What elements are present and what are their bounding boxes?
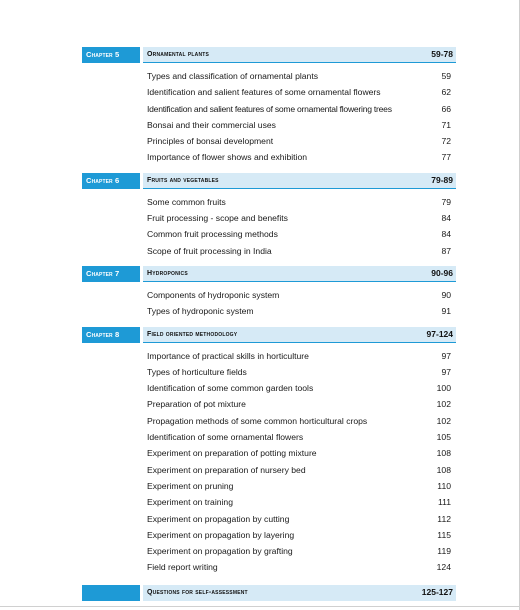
- self-assessment-label-block: [82, 585, 140, 601]
- entry-page: 91: [441, 306, 451, 317]
- entry-page: 77: [441, 152, 451, 163]
- entry-page: 90: [441, 289, 451, 300]
- entry-page: 112: [437, 513, 451, 524]
- chapter-6: [82, 173, 456, 259]
- entry-title: Bonsai and their commercial uses: [147, 119, 276, 130]
- entry-title: Experiment on training: [147, 497, 233, 508]
- entry-title: Experiment on preparation of nursery bed: [147, 464, 306, 475]
- entry-title: Fruit processing - scope and benefits: [147, 213, 288, 224]
- self-assessment-title-bar: [143, 585, 456, 601]
- toc-entry[interactable]: [82, 84, 456, 100]
- entry-title: Components of hydroponic system: [147, 289, 280, 300]
- entry-title: Scope of fruit processing in India: [147, 245, 272, 256]
- toc-entry[interactable]: [82, 133, 456, 149]
- entry-title: Identification and salient features of some ornamental flowers: [147, 87, 381, 98]
- entry-title: Importance of flower shows and exhibition: [147, 152, 308, 163]
- toc-entry[interactable]: [82, 149, 456, 165]
- entry-page: 100: [436, 383, 451, 394]
- toc-entry[interactable]: [82, 543, 456, 559]
- entry-page: 71: [441, 119, 451, 130]
- entry-page: 62: [441, 87, 451, 98]
- chapter-page-range: 59-78: [431, 49, 453, 59]
- entry-title: Preparation of pot mixture: [147, 399, 246, 410]
- chapter-items: [82, 343, 456, 576]
- self-assessment-header: [82, 585, 456, 601]
- entry-title: Experiment on pruning: [147, 480, 234, 491]
- toc-entry[interactable]: [82, 429, 456, 445]
- entry-page: 108: [436, 448, 451, 459]
- entry-title: Experiment on propagation by grafting: [147, 546, 293, 557]
- toc-entry[interactable]: [82, 226, 456, 242]
- chapter-title-bar: [143, 173, 456, 189]
- entry-page: 87: [441, 245, 451, 256]
- chapter-items: [82, 189, 456, 259]
- entry-page: 79: [441, 196, 451, 207]
- toc-entry[interactable]: [82, 101, 456, 117]
- entry-title: Types of horticulture fields: [147, 366, 247, 377]
- toc-entry[interactable]: [82, 511, 456, 527]
- page-bottom-edge: [0, 606, 520, 607]
- entry-title: Identification and salient features of some ornamental flowering trees: [147, 103, 392, 114]
- chapter-label: Chapter 7: [82, 266, 140, 282]
- chapter-items: [82, 63, 456, 166]
- chapter-5: [82, 47, 456, 166]
- entry-title: Identification of some common garden tools: [147, 383, 314, 394]
- chapter-header: [82, 266, 456, 282]
- toc-entry[interactable]: [82, 494, 456, 510]
- toc-entry[interactable]: [82, 287, 456, 303]
- entry-page: 105: [436, 432, 451, 443]
- toc-entry[interactable]: [82, 303, 456, 319]
- entry-page: 102: [436, 399, 451, 410]
- chapter-page-range: 90-96: [431, 267, 453, 278]
- toc-entry[interactable]: [82, 380, 456, 396]
- entry-page: 108: [436, 464, 451, 475]
- entry-page: 102: [436, 415, 451, 426]
- entry-page: 115: [437, 529, 451, 540]
- self-assessment-page-range: 125-127: [421, 586, 453, 597]
- entry-title: Experiment on propagation by cutting: [147, 513, 290, 524]
- toc-entry[interactable]: [82, 559, 456, 575]
- entry-title: Principles of bonsai development: [147, 136, 274, 147]
- toc-entry[interactable]: [82, 243, 456, 259]
- chapter-8: [82, 327, 456, 576]
- entry-page: 59: [441, 71, 451, 81]
- entry-title: Importance of practical skills in horticulture: [147, 350, 309, 361]
- entry-page: 111: [437, 497, 451, 508]
- entry-title: Common fruit processing methods: [147, 229, 278, 240]
- entry-page: 84: [441, 213, 451, 224]
- entry-page: 124: [436, 562, 451, 573]
- entry-page: 97: [441, 350, 451, 361]
- entry-title: Types of hydroponic system: [147, 306, 254, 317]
- chapter-7: [82, 266, 456, 320]
- entry-title: Types and classification of ornamental plants: [147, 71, 319, 81]
- chapter-label: Chapter 8: [82, 327, 140, 343]
- entry-page: 66: [441, 103, 451, 114]
- chapter-header: [82, 47, 456, 63]
- chapter-title[interactable]: Ornamental plants: [147, 51, 210, 58]
- chapter-title[interactable]: Hydroponics: [147, 269, 188, 277]
- entry-page: 97: [441, 366, 451, 377]
- toc-entry[interactable]: [82, 478, 456, 494]
- entry-title: Field report writing: [147, 562, 218, 573]
- entry-title: Experiment on propagation by layering: [147, 529, 295, 540]
- chapter-header: [82, 327, 456, 343]
- table-of-contents: [82, 47, 456, 601]
- chapter-title-bar: [143, 327, 456, 343]
- toc-entry[interactable]: [82, 396, 456, 412]
- chapter-title-bar: [143, 47, 456, 63]
- self-assessment-title[interactable]: Questions for self-assessment: [147, 588, 248, 596]
- chapter-title[interactable]: Fruits and vegetables: [147, 176, 219, 184]
- toc-entry[interactable]: [82, 364, 456, 380]
- chapter-items: [82, 282, 456, 320]
- entry-page: 84: [441, 229, 451, 240]
- chapter-header: [82, 173, 456, 189]
- toc-entry[interactable]: [82, 117, 456, 133]
- entry-title: Experiment on preparation of potting mixture: [147, 448, 317, 459]
- chapter-page-range: 79-89: [431, 174, 453, 185]
- chapter-label: Chapter 5: [82, 47, 140, 63]
- chapter-label: Chapter 6: [82, 173, 140, 189]
- entry-title: Identification of some ornamental flowers: [147, 432, 304, 443]
- toc-entry[interactable]: [82, 445, 456, 461]
- toc-entry[interactable]: [82, 413, 456, 429]
- chapter-title-bar: [143, 266, 456, 282]
- self-assessment-section: [82, 585, 456, 601]
- toc-entry[interactable]: [82, 527, 456, 543]
- toc-entry[interactable]: [82, 194, 456, 210]
- chapter-page-range: 97-124: [426, 328, 453, 339]
- toc-entry[interactable]: [82, 348, 456, 364]
- entry-page: 72: [441, 136, 451, 147]
- entry-title: Some common fruits: [147, 196, 226, 207]
- toc-entry[interactable]: [82, 462, 456, 478]
- entry-page: 119: [437, 546, 451, 557]
- toc-entry[interactable]: [82, 210, 456, 226]
- chapter-title[interactable]: Field oriented methodology: [147, 330, 238, 338]
- toc-entry[interactable]: [82, 68, 456, 84]
- entry-title: Propagation methods of some common horticultural crops: [147, 415, 368, 426]
- entry-page: 110: [437, 480, 451, 491]
